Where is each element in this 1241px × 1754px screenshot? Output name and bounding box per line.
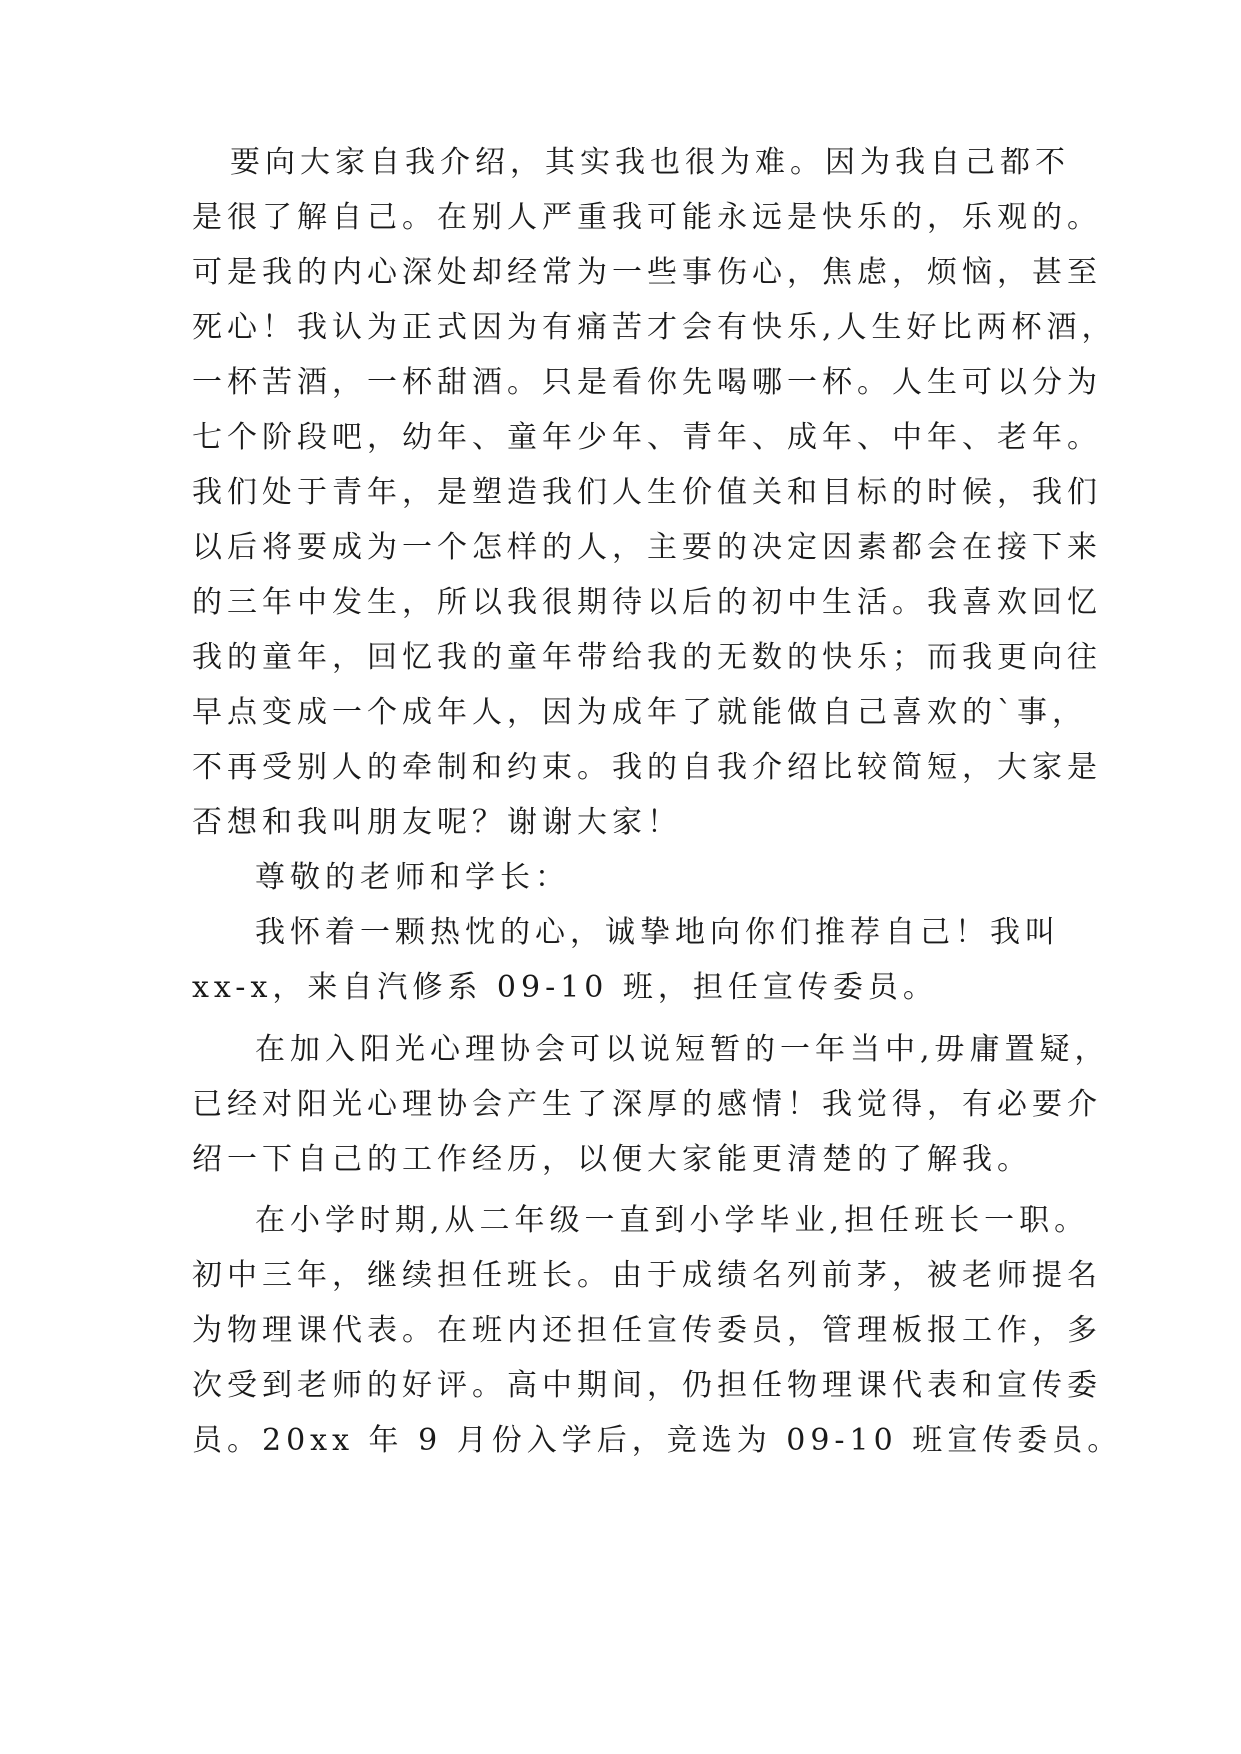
text-line: 否想和我叫朋友呢？谢谢大家！ [192,805,682,840]
text-line: 员。20xx 年 9 月份入学后，竞选为 09-10 班宣传委员。 [192,1423,1123,1458]
text-line: 我的童年，回忆我的童年带给我的无数的快乐；而我更向往 [192,640,1102,675]
text-line: 初中三年，继续担任班长。由于成绩名列前茅，被老师提名 [192,1258,1102,1293]
text-line: 一杯苦酒，一杯甜酒。只是看你先喝哪一杯。人生可以分为 [192,365,1102,400]
text-line: 为物理课代表。在班内还担任宣传委员，管理板报工作，多 [192,1313,1102,1348]
text-line: 在加入阳光心理协会可以说短暂的一年当中,毋庸置疑， [255,1032,1110,1067]
salutation: 尊敬的老师和学长： [255,860,570,895]
text-line: 绍一下自己的工作经历，以便大家能更清楚的了解我。 [192,1142,1032,1177]
text-line: xx-x，来自汽修系 09-10 班，担任宣传委员。 [192,970,938,1005]
text-line: 在小学时期,从二年级一直到小学毕业,担任班长一职。 [255,1203,1090,1238]
text-line: 早点变成一个成年人，因为成年了就能做自己喜欢的`事， [192,695,1087,730]
text-line: 的三年中发生，所以我很期待以后的初中生活。我喜欢回忆 [192,585,1102,620]
text-line: 要向大家自我介绍，其实我也很为难。因为我自己都不 [230,145,1070,180]
text-line: 是很了解自己。在别人严重我可能永远是快乐的，乐观的。 [192,200,1102,235]
text-line: 不再受别人的牵制和约束。我的自我介绍比较简短，大家是 [192,750,1102,785]
text-line: 已经对阳光心理协会产生了深厚的感情！我觉得，有必要介 [192,1087,1102,1122]
text-line: 次受到老师的好评。高中期间，仍担任物理课代表和宣传委 [192,1368,1102,1403]
text-line: 可是我的内心深处却经常为一些事伤心，焦虑，烦恼，甚至 [192,255,1102,290]
text-line: 我们处于青年，是塑造我们人生价值关和目标的时候，我们 [192,475,1102,510]
text-line: 以后将要成为一个怎样的人，主要的决定因素都会在接下来 [192,530,1102,565]
text-line: 我怀着一颗热忱的心，诚挚地向你们推荐自己！我叫 [255,915,1060,950]
text-line: 死心！我认为正式因为有痛苦才会有快乐,人生好比两杯酒， [192,310,1117,345]
text-line: 七个阶段吧，幼年、童年少年、青年、成年、中年、老年。 [192,420,1102,455]
